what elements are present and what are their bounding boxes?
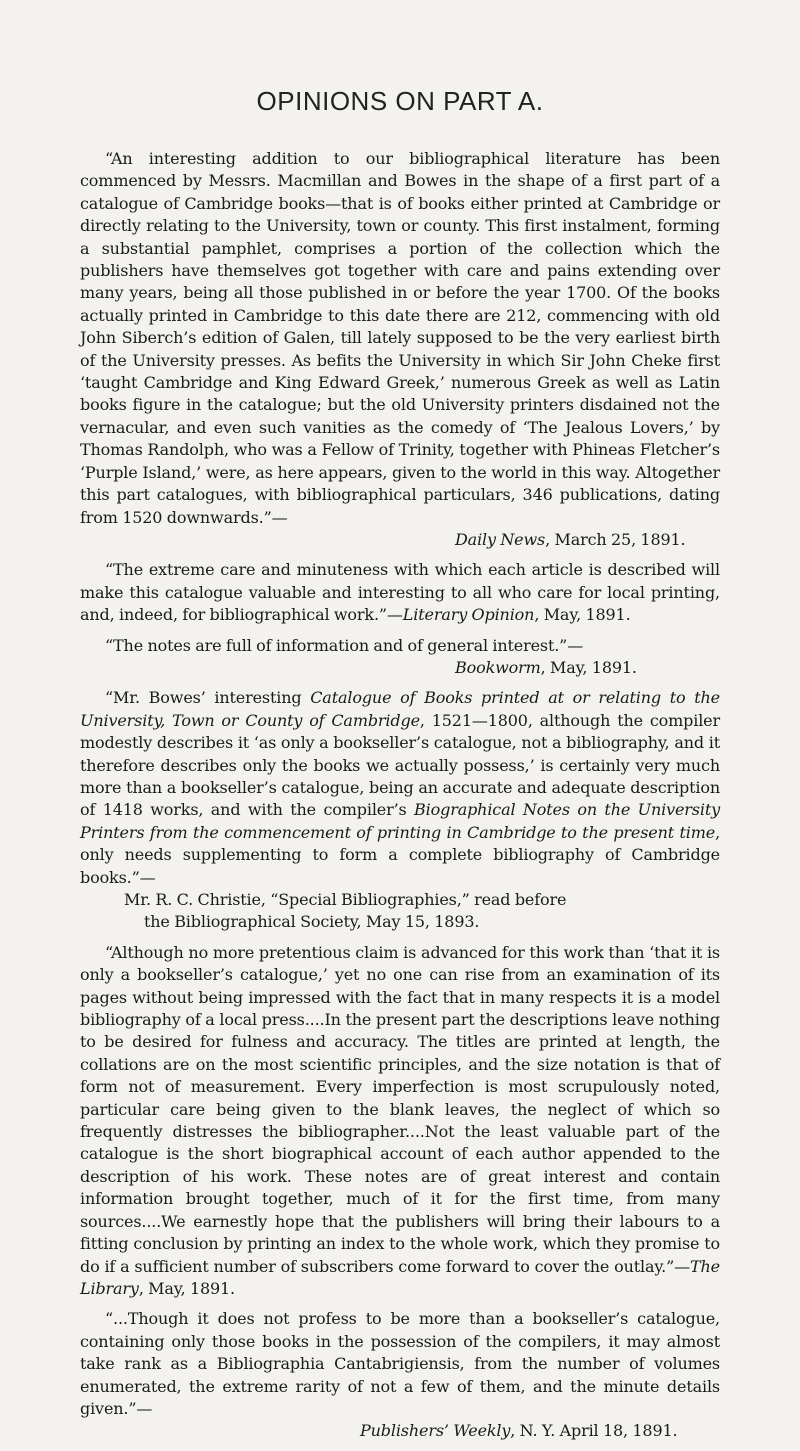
review-the-library <box>80 942 720 1301</box>
review-quote: “The extreme care and minuteness with which each article is described will make this catalogue valuable and interesting to all who care for local printing, and, indeed, for bibliographical work.”—Literary Opinion, May, 1891. <box>80 560 720 625</box>
review-source: Daily News <box>455 529 546 549</box>
review-attribution-line2: the Bibliographical Society, May 15, 1893. <box>144 912 480 932</box>
review-publishers-weekly <box>80 1308 720 1442</box>
review-source: Publishers’ Weekly <box>360 1421 511 1441</box>
review-attribution <box>80 529 720 551</box>
review-quote: “The notes are full of information and of general interest.”— <box>105 635 584 655</box>
review-attribution <box>80 1420 720 1442</box>
review-attribution: Mr. R. C. Christie, “Special Bibliographies,” read before <box>124 890 567 909</box>
review-literary-opinion <box>80 559 720 626</box>
review-date: , May, 1891. <box>534 605 631 625</box>
review-date: , May, 1891. <box>138 1278 235 1298</box>
page-title: OPINIONS ON PART A. <box>256 86 544 116</box>
review-source: Bookworm <box>455 657 541 677</box>
review-bookworm <box>80 635 720 680</box>
review-attribution <box>80 657 720 679</box>
review-quote: “...Though it does not profess to be more than a bookseller’s catalogue, containing only those books in the possession of the compilers, it may almost take rank as a Bibliographia Cantabrigiensis, from the number of volumes enumerated, the extreme rarity of not a few of them, and the minute details given.”— <box>80 1309 720 1418</box>
review-quote: “An interesting addition to our bibliographical literature has been commenced by Messrs. Macmillan and Bowes in the shape of a first part of a catalogue of Cambridge books—that is of books either printed at Cambridge or directly relating to the University, town or county. This first instalment, forming a substantial pamphlet, comprises a portion of the collection which the publishers have themselves got together with care and pains extending over many years, being all those published in or before the year 1700. Of the books actually printed in Cambridge to this date there are 212, commencing with old John Siberch’s edition of Galen, till lately supposed to be the very earliest birth of the University presses. As befits the University in which Sir John Cheke first ‘taught Cambridge and King Edward Greek,’ numerous Greek as well as Latin books figure in the catalogue; but the old University printers disdained not the vernacular, and even such vanities as the comedy of ‘The Jealous Lovers,’ by Thomas Randolph, who was a Fellow of Trinity, together with Phineas Fletcher’s ‘Purple Island,’ were, as here appears, given to the world in this way. Altogether this part catalogues, with bibliographical particulars, 346 publications, dating from 1520 downwards.”— <box>80 149 720 527</box>
reviews-body <box>80 148 720 1451</box>
review-source: Literary Opinion <box>402 605 535 625</box>
review-source: The Library <box>80 1256 720 1298</box>
book-title: Catalogue of Books printed at or relating to the University, Town or County of Cambridge <box>80 688 720 730</box>
review-date: , N. Y. April 18, 1891. <box>510 1421 678 1441</box>
review-date: , March 25, 1891. <box>545 529 686 549</box>
review-daily-news <box>80 148 720 551</box>
book-title: Biographical Notes on the University Printers from the commencement of printing in Cambridge to the present time <box>80 800 720 842</box>
review-quote: “Mr. Bowes’ interesting Catalogue of Books printed at or relating to the University, Town or County of Cambridge, 1521—1800, although the compiler modestly describes it ‘as only a bookseller’s catalogue, not a bibliography, and it therefore describes only the books we actually possess,’ is certainly very much more than a bookseller’s catalogue, being an accurate and adequate description of 1418 works, and with the compiler’s Biographical Notes on the University Printers from the commencement of printing in Cambridge to the present time, only needs supplementing to form a complete bibliography of Cambridge books.”— <box>80 688 720 887</box>
review-date: , May, 1891. <box>540 657 637 677</box>
review-quote: “Although no more pretentious claim is advanced for this work than ‘that it is only a bookseller’s catalogue,’ yet no one can rise from an examination of its pages without being impressed with the fact that in many respects it is a model bibliography of a local press....In the present part the descriptions leave nothing to be desired for fulness and accuracy. The titles are printed at length, the collations are on the most scientific principles, and the size notation is that of form not of measurement. Every imperfection is most scrupulously noted, particular care being given to the blank leaves, the neglect of which so frequently distresses the bibliographer....Not the least valuable part of the catalogue is the short biographical account of each author appended to the description of his work. These notes are of great interest and contain information brought together, much of it for the first time, from many sources....We earnestly hope that the publishers will bring their labours to a fitting conclusion by printing an index to the whole work, which they promise to do if a sufficient number of subscribers come forward to cover the outlay.”—The Library, May, 1891. <box>80 942 720 1298</box>
review-christie <box>80 687 720 933</box>
